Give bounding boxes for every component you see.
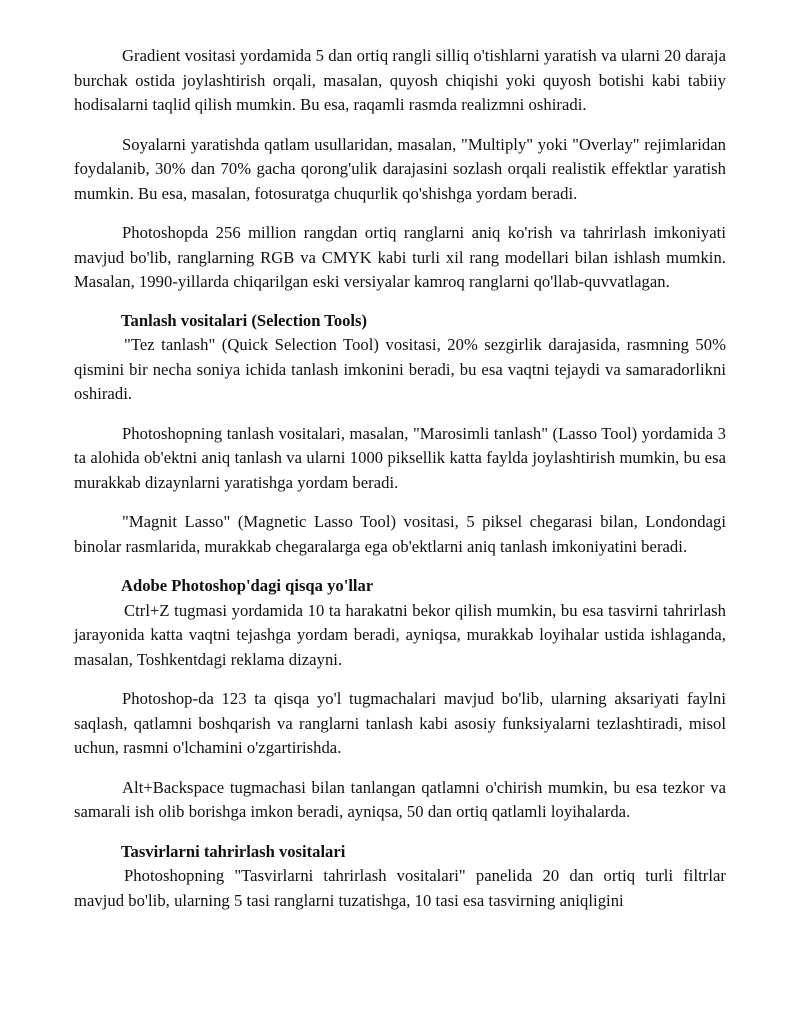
paragraph-magnetic-lasso: "Magnit Lasso" (Magnetic Lasso Tool) vositasi, 5 piksel chegarasi bilan, Londondagi binolar rasmlarida, murakkab chegaralarga ega ob'ektlarni aniq tanlash imkoniyatini beradi.	[74, 512, 726, 556]
heading-selection-tools: Tanlash vositalari (Selection Tools)	[121, 310, 368, 330]
paragraph-alt-backspace: Alt+Backspace tugmachasi bilan tanlangan qatlamni o'chirish mumkin, bu esa tezkor va samarali ish olib borishga imkon beradi, ayniqsa, 50 dan ortiq qatlamli loyihalarda.	[74, 777, 726, 821]
paragraph-shadows: Soyalarni yaratishda qatlam usullaridan, masalan, "Multiply" yoki "Overlay" rejimlaridan foydalanib, 30% dan 70% gacha qorong'ulik darajasini sozlash orqali realistik effektlar yaratish mumkin. Bu esa, masalan, fotosuratga chuqurlik qo'shishga yordam beradi.	[74, 134, 726, 203]
paragraph-quick-selection: "Tez tanlash" (Quick Selection Tool) vositasi, 20% sezgirlik darajasida, rasmning 50% qismini bir necha soniya ichida tanlash imkonini beradi, bu esa vaqtni tejaydi va samaradorlikni oshiradi.	[74, 335, 726, 403]
paragraph-lasso-tool: Photoshopning tanlash vositalari, masalan, "Marosimli tanlash" (Lasso Tool) yordamida 3 ta alohida ob'ektni aniq tanlash va ularni 1000 piksellik katta faylda joylashtirish mumkin, bu esa murakkab dizaynlarni yaratishga yordam beradi.	[74, 423, 726, 492]
paragraph-gradient: Gradient vositasi yordamida 5 dan ortiq rangli silliq o'tishlarni yaratish va ularni 20 daraja burchak ostida joylashtirish orqali, masalan, quyosh chiqishi yoki quyosh botishi kabi tabiiy hodisalarni taqlid qilish mumkin. Bu esa, raqamli rasmda realizmni oshiradi.	[74, 46, 726, 114]
paragraph-shortcut-count: Photoshop-da 123 ta qisqa yo'l tugmachalari mavjud bo'lib, ularning aksariyati faylni saqlash, qatlamni boshqarish va ranglarni tanlash kabi asosiy funksiyalarni tezlashtiradi, misol uchun, rasmni o'lchamini o'zgartirishda.	[74, 689, 726, 757]
document-page	[74, 44, 726, 928]
paragraph-undo: Ctrl+Z tugmasi yordamida 10 ta harakatni bekor qilish mumkin, bu esa tasvirni tahrirlash jarayonida katta vaqtni tejashga yordam beradi, ayniqsa, murakkab loyihalar ustida ishlaganda, masalan, Toshkentdagi reklama dizayni.	[74, 600, 726, 669]
heading-editing-tools: Tasvirlarni tahrirlash vositalari	[121, 841, 346, 861]
paragraph-filters: Photoshopning "Tasvirlarni tahrirlash vositalari" panelida 20 dan ortiq turli filtrlar mavjud bo'lib, ularning 5 tasi ranglarni tuzatishga, 10 tasi esa tasvirning aniqligini	[74, 866, 726, 910]
heading-shortcuts: Adobe Photoshop'dagi qisqa yo'llar	[121, 576, 374, 595]
paragraph-colors: Photoshopda 256 million rangdan ortiq ranglarni aniq ko'rish va tahrirlash imkoniyati mavjud bo'lib, ranglarning RGB va CMYK kabi turli xil rang modellari bilan ishlash mumkin. Masalan, 1990-yillarda chiqarilgan eski versiyalar kamroq ranglarni qo'llab-quvvatlagan.	[74, 223, 726, 291]
